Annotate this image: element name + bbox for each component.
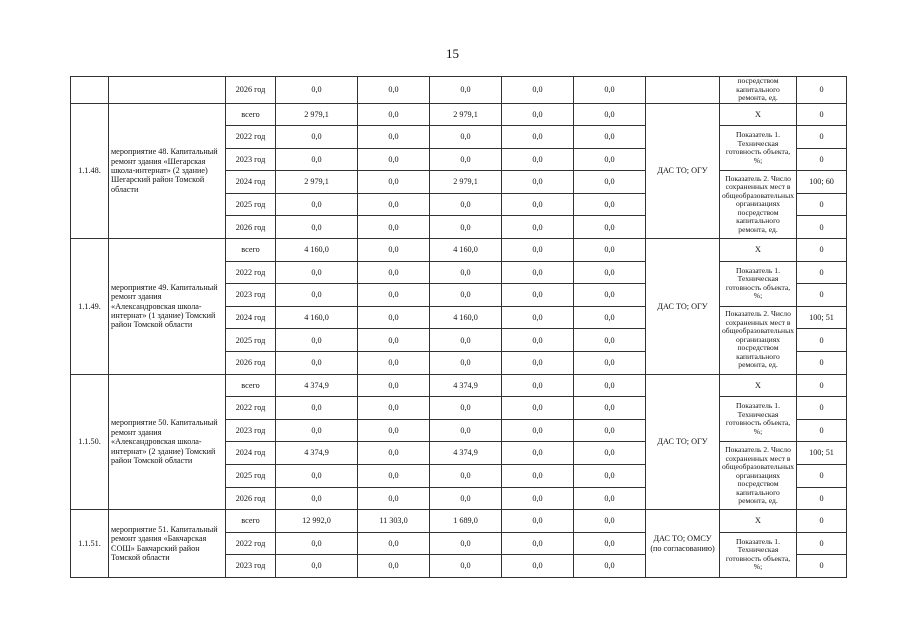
indicator-cell: Показатель 2. Число сохраненных мест в общеобразовательных организациях посредством капитального ремонта, ед. bbox=[720, 171, 797, 239]
value-cell: 0,0 bbox=[574, 171, 646, 194]
value-cell: 0,0 bbox=[502, 306, 574, 329]
value-cell: 0,0 bbox=[574, 193, 646, 216]
value-cell: 0,0 bbox=[502, 442, 574, 465]
indicator-cell: Показатель 2. Число сохраненных мест в общеобразовательных организациях посредством капитального ремонта, ед. bbox=[720, 442, 797, 510]
year-cell: 2023 год bbox=[226, 148, 276, 171]
value-cell: 0,0 bbox=[358, 555, 430, 578]
value-cell: 0,0 bbox=[358, 77, 430, 104]
indicator-cell: Показатель 1. Техническая готовность объекта, %; bbox=[720, 397, 797, 442]
year-cell: 2025 год bbox=[226, 193, 276, 216]
indicator-value-cell: 0 bbox=[797, 465, 847, 488]
value-cell: 0,0 bbox=[358, 193, 430, 216]
indicator-value-cell: 0 bbox=[797, 510, 847, 533]
executor-cell bbox=[646, 77, 720, 104]
value-cell: 0,0 bbox=[574, 352, 646, 375]
value-cell: 0,0 bbox=[502, 374, 574, 397]
indicator-cell: X bbox=[720, 374, 797, 397]
value-cell: 0,0 bbox=[430, 148, 502, 171]
value-cell: 0,0 bbox=[358, 487, 430, 510]
value-cell: 0,0 bbox=[430, 532, 502, 555]
indicator-value-cell: 0 bbox=[797, 261, 847, 284]
value-cell: 0,0 bbox=[276, 284, 358, 307]
value-cell: 0,0 bbox=[358, 284, 430, 307]
value-cell: 0,0 bbox=[574, 261, 646, 284]
value-cell: 0,0 bbox=[430, 329, 502, 352]
value-cell: 0,0 bbox=[502, 126, 574, 149]
executor-cell: ДАС ТО; ОГУ bbox=[646, 239, 720, 375]
executor-cell: ДАС ТО; ОГУ bbox=[646, 103, 720, 239]
value-cell: 0,0 bbox=[358, 374, 430, 397]
value-cell: 0,0 bbox=[574, 126, 646, 149]
value-cell: 0,0 bbox=[276, 329, 358, 352]
value-cell: 0,0 bbox=[502, 216, 574, 239]
year-cell: 2024 год bbox=[226, 442, 276, 465]
value-cell: 0,0 bbox=[574, 284, 646, 307]
indicator-value-cell: 0 bbox=[797, 239, 847, 262]
year-cell: 2025 год bbox=[226, 329, 276, 352]
page-number: 15 bbox=[446, 46, 459, 61]
value-cell: 0,0 bbox=[574, 465, 646, 488]
event-cell: мероприятие 49. Капитальный ремонт здания «Александровская школа-интернат» (1 здание) Томский район Томской области bbox=[109, 239, 226, 375]
indicator-value-cell: 0 bbox=[797, 532, 847, 555]
value-cell: 0,0 bbox=[430, 465, 502, 488]
indicator-value-cell: 100; 51 bbox=[797, 306, 847, 329]
indicator-value-cell: 100; 60 bbox=[797, 171, 847, 194]
value-cell: 0,0 bbox=[502, 397, 574, 420]
value-cell: 0,0 bbox=[276, 148, 358, 171]
indicator-value-cell: 0 bbox=[797, 193, 847, 216]
indicator-value-cell: 0 bbox=[797, 77, 847, 104]
value-cell: 0,0 bbox=[502, 193, 574, 216]
value-cell: 0,0 bbox=[574, 510, 646, 533]
indicator-value-cell: 100; 51 bbox=[797, 442, 847, 465]
value-cell: 4 374,9 bbox=[276, 442, 358, 465]
value-cell: 0,0 bbox=[502, 239, 574, 262]
indicator-cell: X bbox=[720, 103, 797, 126]
program-table bbox=[70, 76, 847, 578]
year-cell: 2022 год bbox=[226, 397, 276, 420]
value-cell: 0,0 bbox=[276, 555, 358, 578]
value-cell: 0,0 bbox=[358, 239, 430, 262]
indicator-cell: Показатель 1. Техническая готовность объекта, %; bbox=[720, 126, 797, 171]
value-cell: 0,0 bbox=[502, 465, 574, 488]
value-cell: 0,0 bbox=[430, 397, 502, 420]
table-row bbox=[71, 103, 847, 126]
value-cell: 0,0 bbox=[358, 465, 430, 488]
indicator-value-cell: 0 bbox=[797, 329, 847, 352]
value-cell: 11 303,0 bbox=[358, 510, 430, 533]
value-cell: 0,0 bbox=[574, 442, 646, 465]
value-cell: 0,0 bbox=[502, 329, 574, 352]
value-cell: 1 689,0 bbox=[430, 510, 502, 533]
value-cell: 0,0 bbox=[430, 216, 502, 239]
event-cell: мероприятие 51. Капитальный ремонт здания «Бакчарская СОШ» Бакчарский район Томской области bbox=[109, 510, 226, 578]
value-cell: 0,0 bbox=[358, 397, 430, 420]
value-cell: 0,0 bbox=[430, 352, 502, 375]
value-cell: 0,0 bbox=[574, 103, 646, 126]
value-cell: 0,0 bbox=[276, 419, 358, 442]
value-cell: 0,0 bbox=[574, 329, 646, 352]
year-cell: 2026 год bbox=[226, 487, 276, 510]
table-row bbox=[71, 374, 847, 397]
value-cell: 0,0 bbox=[574, 419, 646, 442]
year-cell: 2024 год bbox=[226, 171, 276, 194]
value-cell: 4 374,9 bbox=[276, 374, 358, 397]
value-cell: 0,0 bbox=[358, 126, 430, 149]
value-cell: 0,0 bbox=[430, 487, 502, 510]
indicator-cell: Показатель 1. Техническая готовность объекта, %; bbox=[720, 261, 797, 306]
value-cell: 0,0 bbox=[430, 77, 502, 104]
value-cell: 4 374,9 bbox=[430, 374, 502, 397]
indicator-value-cell: 0 bbox=[797, 352, 847, 375]
indicator-value-cell: 0 bbox=[797, 374, 847, 397]
value-cell: 0,0 bbox=[502, 555, 574, 578]
value-cell: 0,0 bbox=[358, 103, 430, 126]
event-cell: мероприятие 48. Капитальный ремонт здания «Шегарская школа-интернат» (2 здание) Шегарский район Томской области bbox=[109, 103, 226, 239]
value-cell: 0,0 bbox=[502, 284, 574, 307]
value-cell: 0,0 bbox=[276, 126, 358, 149]
value-cell: 0,0 bbox=[430, 555, 502, 578]
value-cell: 0,0 bbox=[276, 216, 358, 239]
value-cell: 0,0 bbox=[430, 284, 502, 307]
code-cell: 1.1.49. bbox=[71, 239, 109, 375]
value-cell: 0,0 bbox=[502, 77, 574, 104]
value-cell: 0,0 bbox=[574, 306, 646, 329]
value-cell: 0,0 bbox=[430, 419, 502, 442]
value-cell: 0,0 bbox=[430, 261, 502, 284]
value-cell: 0,0 bbox=[358, 171, 430, 194]
executor-cell: ДАС ТО; ОМСУ (по согласованию) bbox=[646, 510, 720, 578]
year-cell: 2022 год bbox=[226, 126, 276, 149]
event-cell: мероприятие 50. Капитальный ремонт здания «Александровская школа-интернат» (2 здание) Томский район Томской области bbox=[109, 374, 226, 510]
year-cell: 2026 год bbox=[226, 352, 276, 375]
value-cell: 4 160,0 bbox=[276, 306, 358, 329]
value-cell: 0,0 bbox=[502, 487, 574, 510]
value-cell: 0,0 bbox=[574, 374, 646, 397]
value-cell: 0,0 bbox=[574, 487, 646, 510]
value-cell: 0,0 bbox=[276, 487, 358, 510]
value-cell: 0,0 bbox=[276, 193, 358, 216]
value-cell: 0,0 bbox=[574, 77, 646, 104]
table-body bbox=[71, 77, 847, 578]
indicator-value-cell: 0 bbox=[797, 103, 847, 126]
value-cell: 0,0 bbox=[358, 306, 430, 329]
value-cell: 2 979,1 bbox=[276, 171, 358, 194]
value-cell: 0,0 bbox=[358, 532, 430, 555]
value-cell: 0,0 bbox=[358, 442, 430, 465]
value-cell: 0,0 bbox=[276, 397, 358, 420]
value-cell: 0,0 bbox=[358, 329, 430, 352]
value-cell: 2 979,1 bbox=[430, 171, 502, 194]
value-cell: 0,0 bbox=[276, 261, 358, 284]
year-cell: 2023 год bbox=[226, 419, 276, 442]
table-row bbox=[71, 77, 847, 104]
value-cell: 0,0 bbox=[574, 532, 646, 555]
year-cell: всего bbox=[226, 510, 276, 533]
code-cell: 1.1.51. bbox=[71, 510, 109, 578]
executor-cell: ДАС ТО; ОГУ bbox=[646, 374, 720, 510]
value-cell: 0,0 bbox=[276, 465, 358, 488]
indicator-value-cell: 0 bbox=[797, 216, 847, 239]
value-cell: 0,0 bbox=[502, 532, 574, 555]
indicator-cell: Показатель 2. Число сохраненных мест в общеобразовательных организациях посредством капитального ремонта, ед. bbox=[720, 306, 797, 374]
value-cell: 4 374,9 bbox=[430, 442, 502, 465]
value-cell: 4 160,0 bbox=[430, 239, 502, 262]
value-cell: 0,0 bbox=[574, 397, 646, 420]
table-row bbox=[71, 510, 847, 533]
code-cell: 1.1.50. bbox=[71, 374, 109, 510]
value-cell: 0,0 bbox=[276, 532, 358, 555]
value-cell: 0,0 bbox=[574, 216, 646, 239]
event-cell bbox=[109, 77, 226, 104]
value-cell: 0,0 bbox=[430, 126, 502, 149]
indicator-cell: посредством капитального ремонта, ед. bbox=[720, 77, 797, 104]
indicator-cell: X bbox=[720, 510, 797, 533]
value-cell: 0,0 bbox=[502, 510, 574, 533]
code-cell: 1.1.48. bbox=[71, 103, 109, 239]
value-cell: 0,0 bbox=[502, 148, 574, 171]
value-cell: 0,0 bbox=[574, 555, 646, 578]
year-cell: 2026 год bbox=[226, 216, 276, 239]
year-cell: 2022 год bbox=[226, 532, 276, 555]
year-cell: всего bbox=[226, 239, 276, 262]
value-cell: 0,0 bbox=[358, 419, 430, 442]
year-cell: 2025 год bbox=[226, 465, 276, 488]
year-cell: всего bbox=[226, 103, 276, 126]
code-cell bbox=[71, 77, 109, 104]
value-cell: 0,0 bbox=[502, 103, 574, 126]
indicator-value-cell: 0 bbox=[797, 284, 847, 307]
year-cell: 2023 год bbox=[226, 284, 276, 307]
value-cell: 0,0 bbox=[502, 352, 574, 375]
indicator-cell: X bbox=[720, 239, 797, 262]
value-cell: 0,0 bbox=[502, 419, 574, 442]
value-cell: 0,0 bbox=[276, 352, 358, 375]
table-row bbox=[71, 239, 847, 262]
value-cell: 2 979,1 bbox=[430, 103, 502, 126]
year-cell: 2024 год bbox=[226, 306, 276, 329]
value-cell: 2 979,1 bbox=[276, 103, 358, 126]
value-cell: 0,0 bbox=[502, 261, 574, 284]
year-cell: 2026 год bbox=[226, 77, 276, 104]
value-cell: 12 992,0 bbox=[276, 510, 358, 533]
year-cell: 2023 год bbox=[226, 555, 276, 578]
indicator-value-cell: 0 bbox=[797, 397, 847, 420]
value-cell: 0,0 bbox=[358, 352, 430, 375]
value-cell: 0,0 bbox=[358, 261, 430, 284]
value-cell: 0,0 bbox=[276, 77, 358, 104]
value-cell: 0,0 bbox=[502, 171, 574, 194]
indicator-value-cell: 0 bbox=[797, 419, 847, 442]
indicator-value-cell: 0 bbox=[797, 487, 847, 510]
indicator-value-cell: 0 bbox=[797, 555, 847, 578]
value-cell: 0,0 bbox=[574, 239, 646, 262]
value-cell: 4 160,0 bbox=[430, 306, 502, 329]
year-cell: всего bbox=[226, 374, 276, 397]
value-cell: 0,0 bbox=[358, 216, 430, 239]
year-cell: 2022 год bbox=[226, 261, 276, 284]
indicator-cell: Показатель 1. Техническая готовность объекта, %; bbox=[720, 532, 797, 577]
value-cell: 0,0 bbox=[574, 148, 646, 171]
value-cell: 0,0 bbox=[358, 148, 430, 171]
value-cell: 4 160,0 bbox=[276, 239, 358, 262]
value-cell: 0,0 bbox=[430, 193, 502, 216]
indicator-value-cell: 0 bbox=[797, 126, 847, 149]
indicator-value-cell: 0 bbox=[797, 148, 847, 171]
